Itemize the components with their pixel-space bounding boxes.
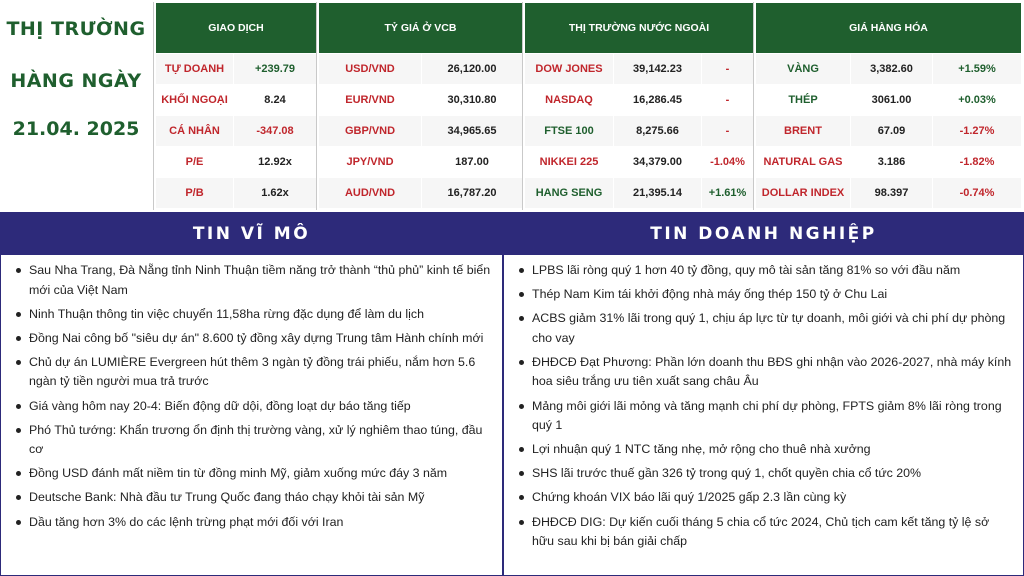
title-line-2: HÀNG NGÀY bbox=[10, 70, 142, 92]
list-item[interactable]: Lợi nhuận quý 1 NTC tăng nhẹ, mở rộng cho thuê nhà xưởng bbox=[518, 440, 1013, 460]
trading-label: KHỐI NGOẠI bbox=[156, 85, 234, 116]
commodity-change: -1.82% bbox=[933, 147, 1022, 178]
list-item[interactable]: SHS lãi trước thuế gần 326 tỷ trong quý 1, chốt quyền chia cổ tức 20% bbox=[518, 464, 1013, 484]
fx-pair: GBP/VND bbox=[319, 116, 422, 147]
trading-label: TỰ DOANH bbox=[156, 54, 234, 85]
foreign-change: -1.04% bbox=[702, 147, 754, 178]
fx-rate: 16,787.20 bbox=[422, 178, 523, 209]
table-row bbox=[525, 85, 754, 116]
commodity-name: BRENT bbox=[756, 116, 851, 147]
commodity-name: NATURAL GAS bbox=[756, 147, 851, 178]
table-row bbox=[525, 147, 754, 178]
macro-news-header: TIN VĨ MÔ bbox=[1, 213, 502, 255]
corporate-news-header: TIN DOANH NGHIỆP bbox=[504, 213, 1023, 255]
list-item[interactable]: Đồng Nai công bố "siêu dự án" 8.600 tỷ đồng xây dựng Trung tâm Hành chính mới bbox=[15, 329, 492, 349]
table-row bbox=[156, 85, 317, 116]
commodity-change: -0.74% bbox=[933, 178, 1022, 209]
trading-label: P/B bbox=[156, 178, 234, 209]
trading-header: GIAO DỊCH bbox=[156, 3, 317, 54]
fx-pair: JPY/VND bbox=[319, 147, 422, 178]
divider bbox=[153, 2, 154, 210]
list-item[interactable]: Đồng USD đánh mất niềm tin từ đồng minh Mỹ, giảm xuống mức đáy 3 năm bbox=[15, 464, 492, 484]
divider bbox=[753, 2, 754, 210]
table-row bbox=[756, 147, 1022, 178]
commodity-name: DOLLAR INDEX bbox=[756, 178, 851, 209]
trading-value: -347.08 bbox=[234, 116, 317, 147]
foreign-change: - bbox=[702, 116, 754, 147]
list-item[interactable]: Mảng môi giới lãi mỏng và tăng mạnh chi phí dự phòng, FPTS giảm 8% lãi ròng trong quý 1 bbox=[518, 397, 1013, 436]
foreign-value: 21,395.14 bbox=[614, 178, 702, 209]
foreign-change: - bbox=[702, 85, 754, 116]
table-row bbox=[319, 178, 523, 209]
fx-pair: EUR/VND bbox=[319, 85, 422, 116]
corporate-news-list bbox=[504, 255, 1023, 552]
list-item[interactable]: Sau Nha Trang, Đà Nẵng tỉnh Ninh Thuận tiềm năng trở thành “thủ phủ” kinh tế biển mới của Việt Nam bbox=[15, 261, 492, 300]
list-item[interactable]: Chủ dự án LUMIÈRE Evergreen hút thêm 3 ngàn tỷ đồng trái phiếu, nắm hơn 5.6 ngàn tỷ tiền người mua trả trước bbox=[15, 353, 492, 392]
table-row bbox=[525, 54, 754, 85]
fx-pair: AUD/VND bbox=[319, 178, 422, 209]
table-row bbox=[319, 54, 523, 85]
commodity-change: -1.27% bbox=[933, 116, 1022, 147]
list-item[interactable]: Chứng khoán VIX báo lãi quý 1/2025 gấp 2.3 lần cùng kỳ bbox=[518, 488, 1013, 508]
foreign-index: DOW JONES bbox=[525, 54, 614, 85]
macro-news-panel bbox=[0, 212, 503, 576]
commodity-change: +1.59% bbox=[933, 54, 1022, 85]
table-row bbox=[319, 85, 523, 116]
foreign-value: 39,142.23 bbox=[614, 54, 702, 85]
list-item[interactable]: Ninh Thuận thông tin việc chuyển 11,58ha rừng đặc dụng để làm du lịch bbox=[15, 305, 492, 325]
table-row bbox=[756, 85, 1022, 116]
table-row bbox=[756, 54, 1022, 85]
list-item[interactable]: Giá vàng hôm nay 20-4: Biến động dữ dội, đồng loạt dự báo tăng tiếp bbox=[15, 397, 492, 417]
table-row bbox=[156, 178, 317, 209]
commodity-price: 3,382.60 bbox=[851, 54, 933, 85]
foreign-value: 16,286.45 bbox=[614, 85, 702, 116]
table-row bbox=[525, 178, 754, 209]
foreign-index: HANG SENG bbox=[525, 178, 614, 209]
foreign-change: - bbox=[702, 54, 754, 85]
fx-rate: 187.00 bbox=[422, 147, 523, 178]
commodity-price: 3.186 bbox=[851, 147, 933, 178]
trading-label: P/E bbox=[156, 147, 234, 178]
divider bbox=[522, 2, 523, 210]
fx-rate: 34,965.65 bbox=[422, 116, 523, 147]
fx-table bbox=[318, 2, 523, 209]
fx-rate: 26,120.00 bbox=[422, 54, 523, 85]
trading-label: CÁ NHÂN bbox=[156, 116, 234, 147]
table-row bbox=[319, 147, 523, 178]
table-row bbox=[525, 116, 754, 147]
trading-value: +239.79 bbox=[234, 54, 317, 85]
table-row bbox=[156, 54, 317, 85]
table-row bbox=[756, 178, 1022, 209]
foreign-header: THỊ TRƯỜNG NƯỚC NGOÀI bbox=[525, 3, 754, 54]
list-item[interactable]: ĐHĐCĐ DIG: Dự kiến cuối tháng 5 chia cổ tức 2024, Chủ tịch cam kết tăng tỷ lệ sở hữu sau khi bị bán giải chấp bbox=[518, 513, 1013, 552]
commodity-name: THÉP bbox=[756, 85, 851, 116]
fx-pair: USD/VND bbox=[319, 54, 422, 85]
foreign-index: NASDAQ bbox=[525, 85, 614, 116]
list-item[interactable]: Thép Nam Kim tái khởi động nhà máy ống thép 150 tỷ ở Chu Lai bbox=[518, 285, 1013, 305]
commodities-header: GIÁ HÀNG HÓA bbox=[756, 3, 1022, 54]
commodity-change: +0.03% bbox=[933, 85, 1022, 116]
foreign-value: 8,275.66 bbox=[614, 116, 702, 147]
list-item[interactable]: Deutsche Bank: Nhà đầu tư Trung Quốc đang tháo chạy khỏi tài sản Mỹ bbox=[15, 488, 492, 508]
macro-news-list bbox=[1, 255, 502, 532]
table-row bbox=[156, 116, 317, 147]
commodity-price: 98.397 bbox=[851, 178, 933, 209]
list-item[interactable]: ĐHĐCĐ Đạt Phương: Phần lớn doanh thu BĐS ghi nhận vào 2026-2027, nhà máy kính hoa siêu trắng ưu tiên xuất sang châu Âu bbox=[518, 353, 1013, 392]
list-item[interactable]: Phó Thủ tướng: Khẩn trương ổn định thị trường vàng, xử lý nghiêm thao túng, đầu cơ bbox=[15, 421, 492, 460]
foreign-index: FTSE 100 bbox=[525, 116, 614, 147]
foreign-change: +1.61% bbox=[702, 178, 754, 209]
trading-value: 1.62x bbox=[234, 178, 317, 209]
table-row bbox=[319, 116, 523, 147]
trading-value: 12.92x bbox=[234, 147, 317, 178]
trading-value: 8.24 bbox=[234, 85, 317, 116]
list-item[interactable]: Dầu tăng hơn 3% do các lệnh trừng phạt mới đối với Iran bbox=[15, 513, 492, 533]
fx-header: TỶ GIÁ Ở VCB bbox=[319, 3, 523, 54]
foreign-index: NIKKEI 225 bbox=[525, 147, 614, 178]
corporate-news-panel bbox=[503, 212, 1024, 576]
table-row bbox=[756, 116, 1022, 147]
title-date: 21.04. 2025 bbox=[12, 118, 140, 140]
divider bbox=[316, 2, 317, 210]
commodity-name: VÀNG bbox=[756, 54, 851, 85]
foreign-markets-table bbox=[524, 2, 754, 209]
list-item[interactable]: LPBS lãi ròng quý 1 hơn 40 tỷ đồng, quy mô tài sản tăng 81% so với đầu năm bbox=[518, 261, 1013, 281]
trading-table bbox=[155, 2, 317, 209]
commodities-table bbox=[755, 2, 1022, 209]
fx-rate: 30,310.80 bbox=[422, 85, 523, 116]
foreign-value: 34,379.00 bbox=[614, 147, 702, 178]
page-title bbox=[0, 0, 152, 212]
table-row bbox=[156, 147, 317, 178]
list-item[interactable]: ACBS giảm 31% lãi trong quý 1, chịu áp lực từ tự doanh, môi giới và chi phí dự phòng cho vay bbox=[518, 309, 1013, 348]
commodity-price: 3061.00 bbox=[851, 85, 933, 116]
title-line-1: THỊ TRƯỜNG bbox=[6, 18, 146, 40]
commodity-price: 67.09 bbox=[851, 116, 933, 147]
